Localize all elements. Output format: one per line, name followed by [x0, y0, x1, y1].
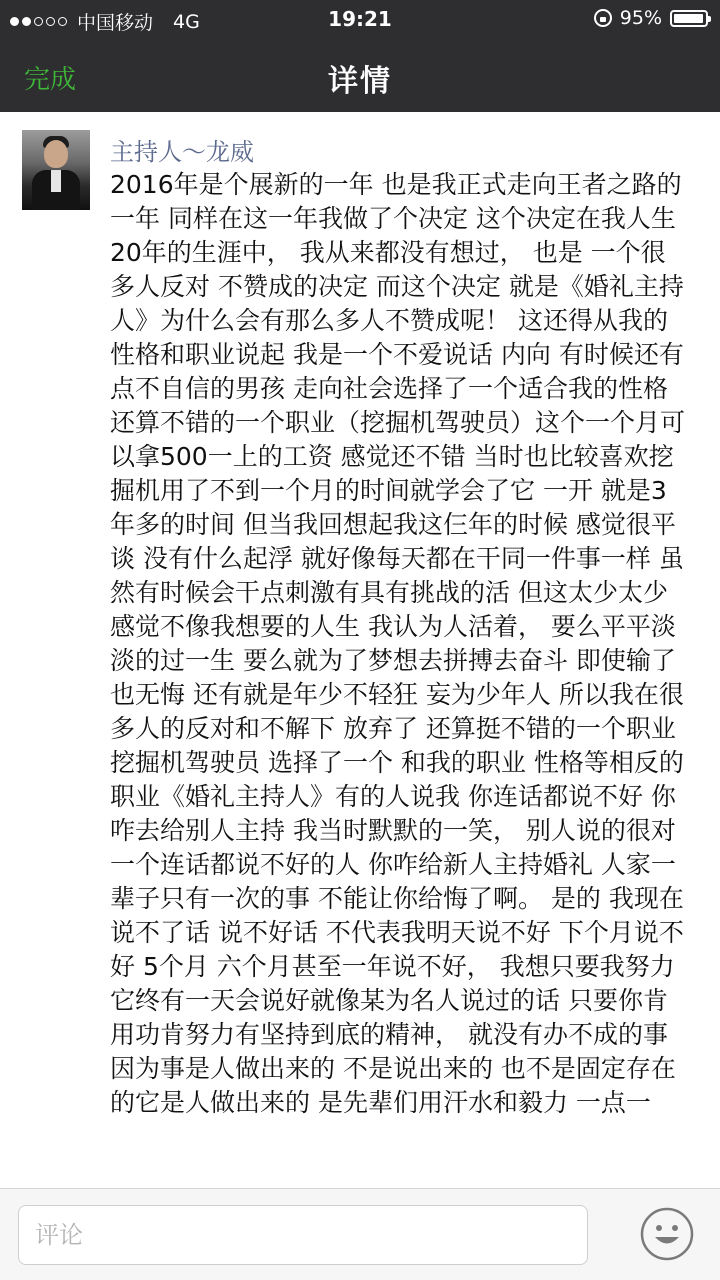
battery-icon — [670, 10, 708, 27]
rotation-lock-icon — [594, 9, 612, 27]
post-body: 2016年是个展新的一年 也是我正式走向王者之路的一年 同样在这一年我做了个决定 这个决定在我人生20年的生涯中， 我从来都没有想过， 也是 一个很多人反对 不赞成的决定 而这个决定 就是《婚礼主持人》为什么会有那么多人不赞成呢！ 这还得从我的性格和职业说起 我是一个不爱说话 内向 有时候还有点不自信的男孩 走向社会选择了一个适合我的性格 还算不错的一个职业（挖掘机驾驶员）这个一个月可以拿500一上的工资 感觉还不错 当时也比较喜欢挖掘机用了不到一个月的时间就学会了它 一开 就是3年多的时间 但当我回想起我这仨年的时候 感觉很平谈 没有什么起浮 就好像每天都在干同一件事一样 虽然有时候会干点刺激有具有挑战的活 但这太少太少 感觉不像我想要的人生 我认为人活着， 要么平平淡淡的过一生 要么就为了梦想去拼搏去奋斗 即使输了 也无悔 还有就是年少不轻狂 妄为少年人 所以我在很多人的反对和不解下 放弃了 还算挺不错的一个职业 挖掘机驾驶员 选择了一个 和我的职业 性格等相反的职业《婚礼主持人》有的人说我 你连话都说不好 你咋去给别人主持 我当时默默的一笑， 别人说的很对 一个连话都说不好的人 你咋给新人主持婚礼 人家一辈子只有一次的事 不能让你给悔了啊。 是的 我现在说不了话 说不好话 不代表我明天说不好 下个月说不好 5个月 六个月甚至一年说不好， 我想只要我努力它终有一天会说好就像某为名人说过的话 只要你肯用功肯努力有坚持到底的精神， 就没有办不成的事 因为事是人做出来的 不是说出来的 也不是固定存在的它是人做出来的 是先辈们用汗水和毅力 一点一 — [110, 170, 686, 1117]
nav-bar — [0, 40, 720, 112]
comment-bar — [0, 1188, 720, 1280]
avatar[interactable] — [22, 130, 90, 210]
emoji-smiley-icon[interactable] — [640, 1207, 694, 1261]
post-detail[interactable] — [0, 112, 720, 1188]
battery-percent: 95% — [619, 7, 662, 29]
author-name[interactable]: 主持人～龙威 — [110, 138, 254, 166]
clock: 19:21 — [328, 7, 392, 31]
comment-input[interactable]: 评论 — [18, 1205, 588, 1265]
status-bar — [0, 0, 720, 40]
network-label: 4G — [173, 10, 200, 33]
status-right — [594, 7, 708, 29]
done-button[interactable]: 完成 — [24, 65, 77, 95]
page-title: 详情 — [328, 64, 392, 99]
carrier-label: 中国移动 — [77, 12, 154, 34]
